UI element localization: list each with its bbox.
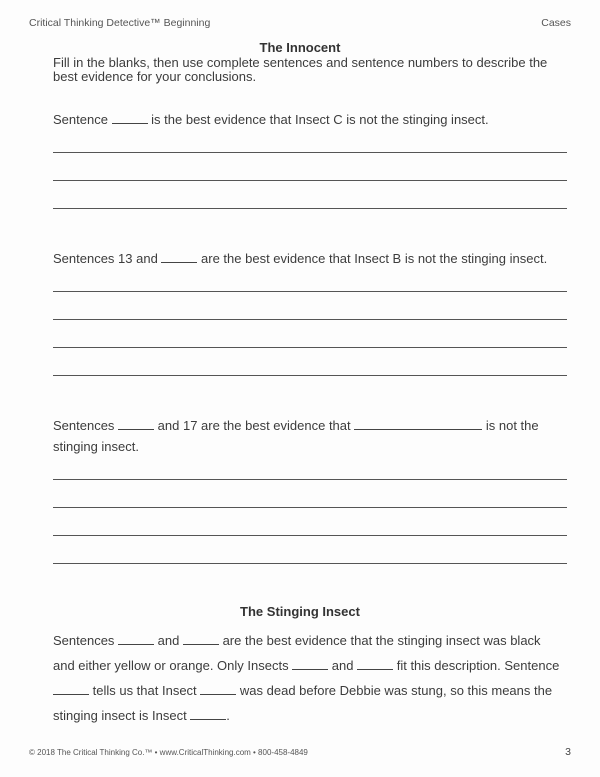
paragraph-text: fit this description. Sentence [393, 658, 560, 673]
instructions-line: best evidence for your conclusions. [53, 69, 257, 84]
question-3-line-2: stinging insect. [53, 439, 139, 454]
answer-line[interactable] [53, 319, 567, 320]
answer-line[interactable] [53, 479, 567, 480]
paragraph-text: tells us that Insect [89, 683, 201, 698]
answer-line[interactable] [53, 208, 567, 209]
paragraph-line [53, 703, 563, 728]
fill-blank[interactable] [118, 633, 154, 645]
paragraph-text: and [328, 658, 358, 673]
question-3 [53, 418, 539, 433]
instructions-line: Fill in the blanks, then use complete sentences and sentence numbers to describe the [53, 55, 548, 70]
paragraph-text: and [154, 633, 183, 648]
question-text: Sentences [53, 418, 119, 433]
header-title: Critical Thinking Detective™ Beginning [29, 17, 211, 29]
fill-blank[interactable] [53, 683, 89, 695]
footer-copyright: © 2018 The Critical Thinking Co.™ • www.CriticalThinking.com • 800-458-4849 [29, 748, 308, 757]
paragraph-text: was dead before Debbie was stung, so this means the [236, 683, 553, 698]
fill-blank[interactable] [190, 708, 226, 720]
paragraph-text: stinging insect is Insect [53, 708, 191, 723]
answer-line[interactable] [53, 347, 567, 348]
question-text: Sentences 13 and [53, 251, 162, 266]
question-text: Sentence [53, 112, 112, 127]
fill-blank[interactable] [357, 658, 393, 670]
answer-line[interactable] [53, 375, 567, 376]
paragraph-text: and either yellow or orange. Only Insects [53, 658, 293, 673]
instructions [53, 56, 553, 84]
answer-line[interactable] [53, 507, 567, 508]
answer-line[interactable] [53, 535, 567, 536]
paragraph-line [53, 653, 563, 678]
fill-blank-insect[interactable] [354, 418, 482, 430]
question-1 [53, 112, 489, 127]
question-text: are the best evidence that Insect B is not the stinging insect. [197, 251, 548, 266]
question-text: is the best evidence that Insect C is not the stinging insect. [147, 112, 489, 127]
fill-blank[interactable] [183, 633, 219, 645]
answer-line[interactable] [53, 563, 567, 564]
fill-blank[interactable] [161, 251, 197, 263]
answer-line[interactable] [53, 291, 567, 292]
question-text: is not the [482, 418, 539, 433]
paragraph-text: . [226, 708, 230, 723]
page-number: 3 [565, 746, 571, 758]
paragraph-line [53, 678, 563, 703]
question-text: and 17 are the best evidence that [154, 418, 355, 433]
fill-blank[interactable] [118, 418, 154, 430]
paragraph-text: Sentences [53, 633, 119, 648]
fill-blank[interactable] [112, 112, 148, 124]
stinging-insect-paragraph [53, 628, 563, 728]
fill-blank[interactable] [200, 683, 236, 695]
section-title-stinging-insect: The Stinging Insect [240, 604, 360, 619]
paragraph-line [53, 628, 563, 653]
answer-line[interactable] [53, 180, 567, 181]
paragraph-text: are the best evidence that the stinging insect was black [218, 633, 541, 648]
header-section: Cases [541, 17, 571, 29]
fill-blank[interactable] [292, 658, 328, 670]
section-title-innocent: The Innocent [259, 40, 341, 55]
question-2 [53, 251, 547, 266]
answer-line[interactable] [53, 152, 567, 153]
